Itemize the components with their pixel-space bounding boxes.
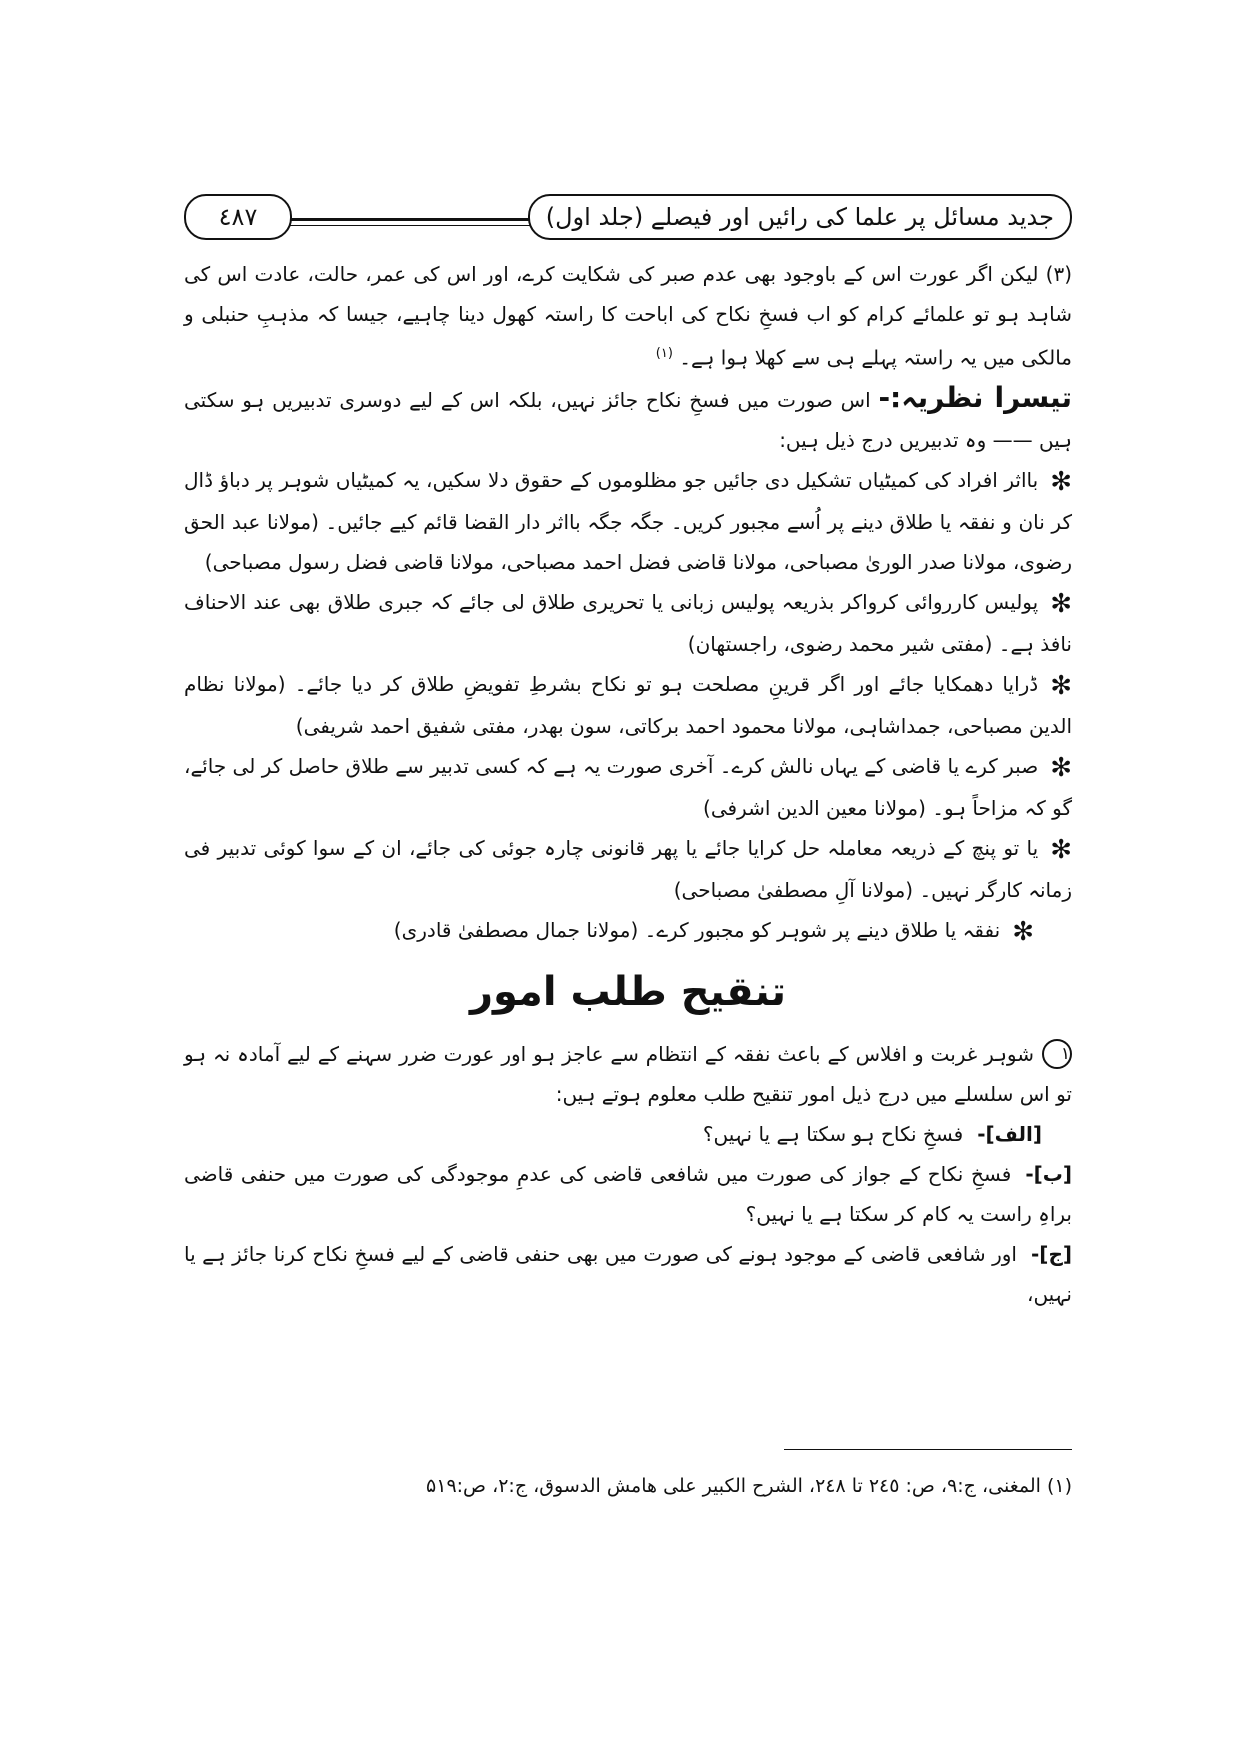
sub-question-label: [الف]-: [977, 1121, 1042, 1146]
page-body: [184, 254, 1072, 1314]
list-item-text: بااثر افراد کی کمیٹیاں تشکیل دی جائیں جو مظلوموں کے حقوق دلا سکیں، یہ کمیٹیاں شوہر پر دباؤ ڈال کر نان و نفقہ یا طلاق دینے پر اُسے مجبور کریں۔ جگہ جگہ بااثر دار القضا قائم کیے جائیں۔ (مولانا عبد الحق رضوی، مولانا صدر الوریٰ مصباحی، مولانا قاضی فضل احمد مصباحی، مولانا قاضی فضل رسول مصباحی): [184, 467, 1072, 574]
sub-question-b: [184, 1154, 1072, 1234]
list-item: [184, 664, 1072, 746]
paragraph-3-text: (۳) لیکن اگر عورت اس کے باوجود بھی عدم صبر کی شکایت کرے، اور اس کی عمر، حالت، عادت اس کی شاہد ہو تو علمائے کرام کو اب فسخِ نکاح کی اباحت کا راستہ کھول دینا چاہیے، جیسا کہ مذہبِ حنبلی و مالکی میں یہ راستہ پہلے ہی سے کھلا ہوا ہے۔: [184, 262, 1072, 370]
circled-number-icon: ۱: [1042, 1039, 1072, 1069]
sub-question-text: فسخِ نکاح کے جواز کی صورت میں شافعی قاضی کی عدمِ موجودگی کی صورت میں حنفی قاضی براہِ راست یہ کام کر سکتا ہے یا نہیں؟: [184, 1161, 1072, 1226]
list-item: [184, 582, 1072, 664]
star-bullet-icon: ✻: [1012, 916, 1034, 947]
footnote-reference: (۱): [655, 346, 673, 361]
running-title: جدید مسائل پر علما کی رائیں اور فیصلے (جلد اول): [528, 194, 1072, 240]
list-item-text: یا تو پنچ کے ذریعہ معاملہ حل کرایا جائے یا پھر قانونی چارہ جوئی کی جائے، ان کے سوا کوئی تدبیر فی زمانہ کارگر نہیں۔ (مولانا آلِ مصطفیٰ مصباحی): [184, 835, 1072, 902]
star-bullet-icon: ✻: [1050, 752, 1072, 783]
sub-question-label: [ج]-: [1031, 1241, 1072, 1266]
sub-question-label: [ب]-: [1025, 1161, 1072, 1186]
point-1-text: شوہر غربت و افلاس کے باعث نفقہ کے انتظام سے عاجز ہو اور عورت ضرر سہنے کے لیے آمادہ نہ ہو تو اس سلسلے میں درج ذیل امور تنقیح طلب معلوم ہوتے ہیں:: [184, 1041, 1072, 1106]
third-theory: [184, 378, 1072, 460]
list-item: [184, 910, 1072, 952]
list-item-text: صبر کرے یا قاضی کے یہاں نالش کرے۔ آخری صورت یہ ہے کہ کسی تدبیر سے طلاق حاصل کر لی جائے، گو کہ مزاحاً ہو۔ (مولانا معین الدین اشرفی): [184, 753, 1072, 820]
page-number: ٤٨٧: [184, 194, 292, 240]
footnote-separator: [784, 1449, 1072, 1450]
list-item-text: نفقہ یا طلاق دینے پر شوہر کو مجبور کرے۔ (مولانا جمال مصطفیٰ قادری): [393, 917, 1001, 942]
list-item: [184, 828, 1072, 910]
third-theory-text: اس صورت میں فسخِ نکاح جائز نہیں، بلکہ اس کے لیے دوسری تدبیریں ہو سکتی ہیں —— وہ تدبیریں درج ذیل ہیں:: [184, 387, 1072, 452]
sub-question-a: [184, 1114, 1072, 1154]
star-bullet-icon: ✻: [1050, 588, 1072, 619]
paragraph-3: [184, 254, 1072, 378]
sub-question-text: اور شافعی قاضی کے موجود ہونے کی صورت میں بھی حنفی قاضی کے لیے فسخِ نکاح کرنا جائز ہے یا نہیں،: [184, 1241, 1072, 1306]
third-theory-heading: تیسرا نظریہ:-: [878, 380, 1072, 414]
page-header: [184, 194, 1072, 244]
section-heading: تنقیح طلب امور: [469, 968, 787, 1015]
list-item: [184, 746, 1072, 828]
list-item: [184, 460, 1072, 582]
star-bullet-icon: ✻: [1050, 670, 1072, 701]
footnote: (۱) المغنی، ج:۹، ص: ۲٤٥ تا ۲٤٨، الشرح الکبیر علی ھامش الدسوق، ج:۲، ص:۵۱۹: [426, 1475, 1072, 1497]
sub-question-c: [184, 1234, 1072, 1314]
point-1: [184, 1034, 1072, 1114]
list-item-text: ڈرایا دھمکایا جائے اور اگر قرینِ مصلحت ہو تو نکاح بشرطِ تفویضِ طلاق کر دیا جائے۔ (مولانا نظام الدین مصباحی، جمداشاہی، مولانا محمود احمد برکاتی، سون بھدر، مفتی شفیق احمد شریفی): [184, 671, 1072, 738]
star-bullet-icon: ✻: [1050, 834, 1072, 865]
sub-question-text: فسخِ نکاح ہو سکتا ہے یا نہیں؟: [702, 1121, 964, 1146]
list-item-text: پولیس کارروائی کرواکر بذریعہ پولیس زبانی یا تحریری طلاق لی جائے کہ جبری طلاق بھی عند الاحناف نافذ ہے۔ (مفتی شیر محمد رضوی، راجستھان): [184, 589, 1072, 656]
star-bullet-icon: ✻: [1050, 466, 1072, 497]
